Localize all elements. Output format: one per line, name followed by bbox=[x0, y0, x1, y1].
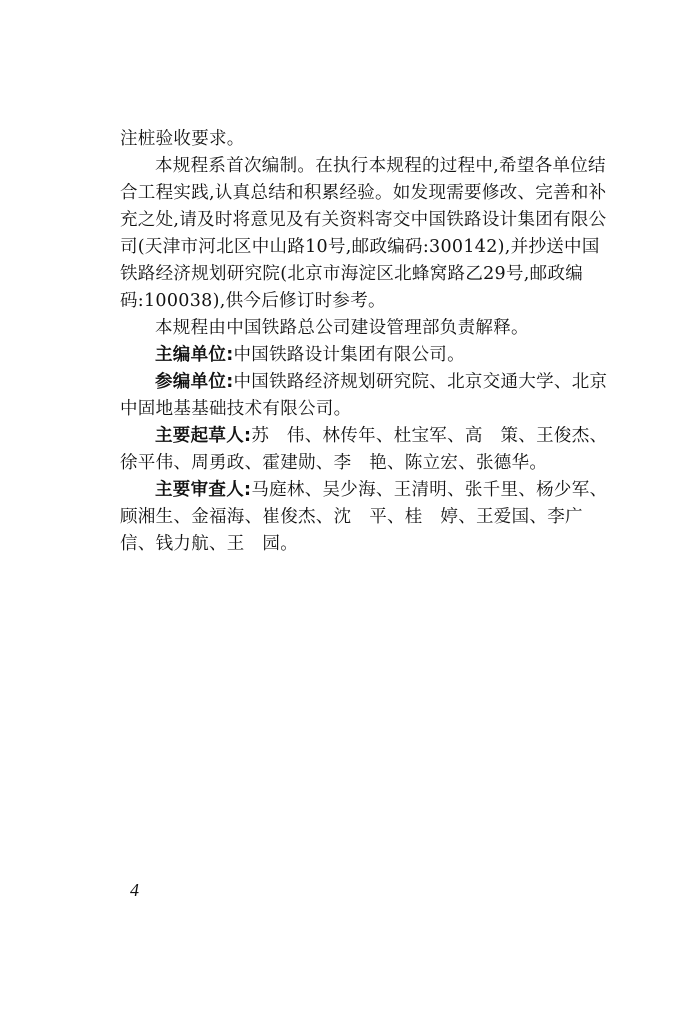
reviewers-line bbox=[120, 477, 614, 558]
body-text bbox=[120, 126, 614, 558]
paragraph-continuation: 注桩验收要求。 bbox=[120, 129, 245, 149]
page-number: 4 bbox=[130, 880, 139, 900]
drafters-line bbox=[120, 423, 614, 477]
paragraph-interpretation: 本规程由中国铁路总公司建设管理部负责解释。 bbox=[155, 318, 529, 338]
drafters-label: 主要起草人: bbox=[155, 426, 252, 446]
chief-editor-value: 中国铁路设计集团有限公司。 bbox=[233, 345, 465, 365]
co-editor-line bbox=[120, 369, 614, 423]
reviewers-label: 主要审查人: bbox=[155, 480, 252, 500]
chief-editor-label: 主编单位: bbox=[155, 345, 234, 365]
paragraph-feedback-request: 本规程系首次编制。在执行本规程的过程中,希望各单位结合工程实践,认真总结和积累经验。如发现需要修改、完善和补充之处,请及时将意见及有关资料寄交中国铁路设计集团有限公司(天津市河北区中山路10号,邮政编码:300142),并抄送中国铁路经济规划研究院(北京市海淀区北蜂窝路乙29号,邮政编码:100038),供今后修订时参考。 bbox=[120, 156, 607, 311]
co-editor-value: 中国铁路经济规划研究院、北京交通大学、北京中固地基基础技术有限公司。 bbox=[120, 372, 608, 419]
chief-editor-line bbox=[120, 342, 614, 369]
co-editor-label: 参编单位: bbox=[155, 372, 234, 392]
drafters-value: 苏 伟、林传年、杜宝军、高 策、王俊杰、徐平伟、周勇政、霍建勋、李 艳、陈立宏、张德华。 bbox=[120, 426, 608, 473]
reviewers-value: 马庭林、吴少海、王清明、张千里、杨少军、顾湘生、金福海、崔俊杰、沈 平、桂 婷、王爱国、李广信、钱力航、王 园。 bbox=[120, 480, 608, 554]
